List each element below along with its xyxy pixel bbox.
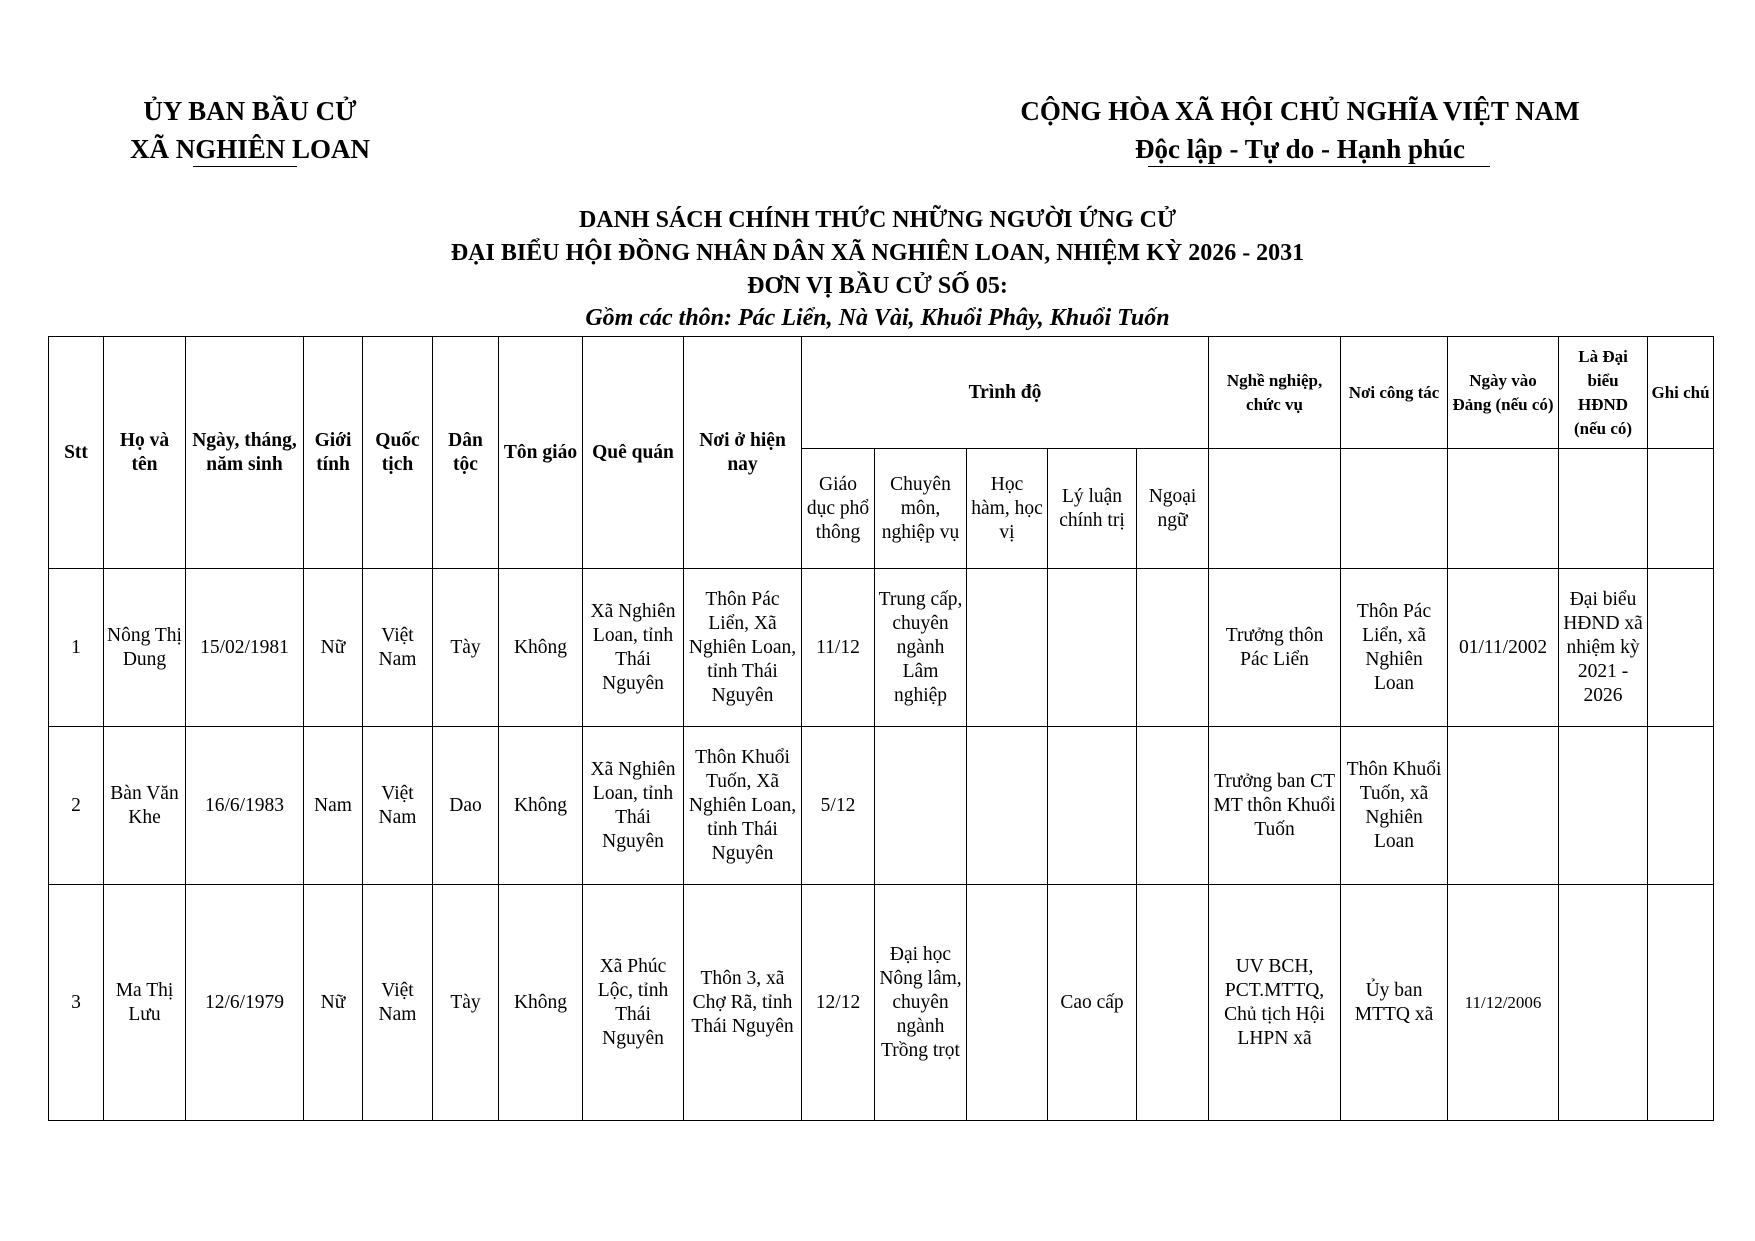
- cell-que-quan: Xã Nghiên Loan, tỉnh Thái Nguyên: [583, 569, 684, 727]
- doc-subtitle: Gồm các thôn: Pác Liển, Nà Vài, Khuổi Phây, Khuổi Tuốn: [585, 305, 1170, 331]
- cell-hoc-ham: [967, 569, 1048, 727]
- doc-title-line2: ĐẠI BIỂU HỘI ĐỒNG NHÂN DÂN XÃ NGHIÊN LOAN, NHIỆM KỲ 2026 - 2031: [450, 240, 1305, 266]
- cell-nghe-nghiep: UV BCH, PCT.MTTQ, Chủ tịch Hội LHPN xã: [1209, 885, 1341, 1121]
- national-line1: CỘNG HÒA XÃ HỘI CHỦ NGHĨA VIỆT NAM: [1020, 96, 1580, 126]
- cell-stt: 2: [49, 727, 104, 885]
- cell-quoc-tich: Việt Nam: [363, 727, 433, 885]
- cell-hoc-ham: [967, 885, 1048, 1121]
- table-row: [49, 727, 1714, 885]
- cell-ly-luan: [1048, 727, 1137, 885]
- cell-noi-cong-tac: Thôn Pác Liển, xã Nghiên Loan: [1341, 569, 1448, 727]
- cell-chuyen-mon: [875, 727, 967, 885]
- col-dai-bieu: Là Đại biểu HĐND (nếu có): [1559, 337, 1648, 449]
- col-ho-ten: Họ và tên: [104, 337, 186, 569]
- cell-dan-toc: Tày: [433, 569, 499, 727]
- col-que-quan: Quê quán: [583, 337, 684, 569]
- cell-ho-ten: Ma Thị Lưu: [104, 885, 186, 1121]
- cell-dan-toc: Tày: [433, 885, 499, 1121]
- doc-title-line1: DANH SÁCH CHÍNH THỨC NHỮNG NGƯỜI ỨNG CỬ: [578, 207, 1177, 233]
- col-ngay-vao-dang: Ngày vào Đảng (nếu có): [1448, 337, 1559, 449]
- col-hoc-ham: Học hàm, học vị: [967, 449, 1048, 569]
- cell-hoc-ham: [967, 727, 1048, 885]
- cell-noi-o: Thôn 3, xã Chợ Rã, tỉnh Thái Nguyên: [684, 885, 802, 1121]
- cell-ly-luan: Cao cấp: [1048, 885, 1137, 1121]
- cell-chuyen-mon: Trung cấp, chuyên ngành Lâm nghiệp: [875, 569, 967, 727]
- cell-dan-toc: Dao: [433, 727, 499, 885]
- cell-ngay-sinh: 15/02/1981: [186, 569, 304, 727]
- col-nghe-nghiep: Nghề nghiệp, chức vụ: [1209, 337, 1341, 449]
- cell-dai-bieu: [1559, 885, 1648, 1121]
- cell-gioi-tinh: Nữ: [304, 885, 363, 1121]
- table-row: [49, 569, 1714, 727]
- col-ghi-chu: Ghi chú: [1648, 337, 1714, 449]
- table-row: [49, 885, 1714, 1121]
- col-gdpt: Giáo dục phổ thông: [802, 449, 875, 569]
- col-noi-cong-tac-sub: [1341, 449, 1448, 569]
- cell-ho-ten: Nông Thị Dung: [104, 569, 186, 727]
- candidate-table: [48, 336, 1714, 1121]
- cell-ngoai-ngu: [1137, 885, 1209, 1121]
- cell-chuyen-mon: Đại học Nông lâm, chuyên ngành Trồng trọt: [875, 885, 967, 1121]
- cell-gdpt: 12/12: [802, 885, 875, 1121]
- motto-underline: [1148, 166, 1490, 167]
- col-ngoai-ngu: Ngoại ngữ: [1137, 449, 1209, 569]
- col-ngay-vao-dang-sub: [1448, 449, 1559, 569]
- motto: Độc lập - Tự do - Hạnh phúc: [1134, 134, 1466, 164]
- cell-quoc-tich: Việt Nam: [363, 569, 433, 727]
- cell-noi-o: Thôn Pác Liển, Xã Nghiên Loan, tỉnh Thái Nguyên: [684, 569, 802, 727]
- col-stt: Stt: [49, 337, 104, 569]
- cell-que-quan: Xã Phúc Lộc, tỉnh Thái Nguyên: [583, 885, 684, 1121]
- col-ton-giao: Tôn giáo: [499, 337, 583, 569]
- cell-nghe-nghiep: Trưởng thôn Pác Liển: [1209, 569, 1341, 727]
- cell-ton-giao: Không: [499, 569, 583, 727]
- cell-gioi-tinh: Nữ: [304, 569, 363, 727]
- cell-stt: 1: [49, 569, 104, 727]
- issuer-line1: ỦY BAN BẦU CỬ: [143, 96, 357, 126]
- col-quoc-tich: Quốc tịch: [363, 337, 433, 569]
- cell-noi-cong-tac: Ủy ban MTTQ xã: [1341, 885, 1448, 1121]
- cell-ton-giao: Không: [499, 885, 583, 1121]
- cell-ngoai-ngu: [1137, 569, 1209, 727]
- col-dan-toc: Dân tộc: [433, 337, 499, 569]
- cell-ngay-sinh: 16/6/1983: [186, 727, 304, 885]
- cell-ghi-chu: [1648, 727, 1714, 885]
- cell-gdpt: 11/12: [802, 569, 875, 727]
- cell-ngay-vao-dang: [1448, 727, 1559, 885]
- cell-dai-bieu: [1559, 727, 1648, 885]
- cell-ngay-sinh: 12/6/1979: [186, 885, 304, 1121]
- cell-ngoai-ngu: [1137, 727, 1209, 885]
- cell-ton-giao: Không: [499, 727, 583, 885]
- issuer-line2: XÃ NGHIÊN LOAN: [129, 134, 371, 164]
- col-gioi-tinh: Giới tính: [304, 337, 363, 569]
- col-ly-luan: Lý luận chính trị: [1048, 449, 1137, 569]
- col-group-trinh-do: Trình độ: [802, 337, 1209, 449]
- cell-gdpt: 5/12: [802, 727, 875, 885]
- cell-ghi-chu: [1648, 885, 1714, 1121]
- col-noi-cong-tac: Nơi công tác: [1341, 337, 1448, 449]
- cell-ly-luan: [1048, 569, 1137, 727]
- cell-noi-o: Thôn Khuổi Tuốn, Xã Nghiên Loan, tỉnh Thái Nguyên: [684, 727, 802, 885]
- cell-ngay-vao-dang: 01/11/2002: [1448, 569, 1559, 727]
- cell-stt: 3: [49, 885, 104, 1121]
- col-ngay-sinh: Ngày, tháng, năm sinh: [186, 337, 304, 569]
- col-nghe-nghiep-sub: [1209, 449, 1341, 569]
- col-noi-o: Nơi ở hiện nay: [684, 337, 802, 569]
- col-chuyen-mon: Chuyên môn, nghiệp vụ: [875, 449, 967, 569]
- cell-que-quan: Xã Nghiên Loan, tỉnh Thái Nguyên: [583, 727, 684, 885]
- cell-noi-cong-tac: Thôn Khuổi Tuốn, xã Nghiên Loan: [1341, 727, 1448, 885]
- col-dai-bieu-sub: [1559, 449, 1648, 569]
- cell-nghe-nghiep: Trưởng ban CT MT thôn Khuổi Tuốn: [1209, 727, 1341, 885]
- cell-ghi-chu: [1648, 569, 1714, 727]
- cell-ho-ten: Bàn Văn Khe: [104, 727, 186, 885]
- cell-quoc-tich: Việt Nam: [363, 885, 433, 1121]
- issuer-header: [100, 92, 400, 168]
- doc-title-line3: ĐƠN VỊ BẦU CỬ SỐ 05:: [747, 273, 1008, 299]
- cell-dai-bieu: Đại biểu HĐND xã nhiệm kỳ 2021 - 2026: [1559, 569, 1648, 727]
- col-ghi-chu-sub: [1648, 449, 1714, 569]
- national-header: [990, 92, 1610, 168]
- cell-ngay-vao-dang: 11/12/2006: [1448, 885, 1559, 1121]
- cell-gioi-tinh: Nam: [304, 727, 363, 885]
- issuer-underline: [193, 166, 297, 167]
